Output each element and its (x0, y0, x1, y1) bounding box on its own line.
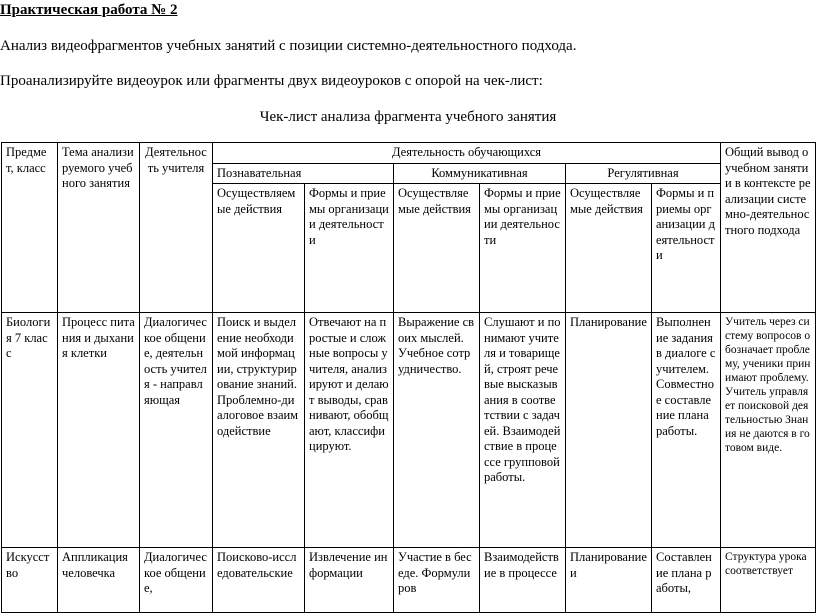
instruction-paragraph: Проанализируйте видеоурок или фрагменты двух видеоуроков с опорой на чек-лист: (0, 73, 543, 89)
header-reg-actions: Осуществляемые действия (566, 184, 652, 313)
intro-paragraph: Анализ видеофрагментов учебных занятий с позиции системно-деятельностного подхода. (0, 38, 577, 54)
row-teacher: Диалогическое общение, деятельность учителя - направляющая (140, 313, 213, 548)
row-conclusion: Структура урока соответствует (721, 548, 816, 613)
row-reg-actions: Планирование и (566, 548, 652, 613)
row-cog-forms: Извлечение информации (305, 548, 394, 613)
header-cog-actions: Осуществляемые действия (213, 184, 305, 313)
row-reg-actions: Планирование (566, 313, 652, 548)
row-topic: Процесс питания и дыхания клетки (58, 313, 140, 548)
header-group-communicative: Коммуникативная (394, 163, 566, 184)
row-subject: Искусство (2, 548, 58, 613)
table-row (2, 548, 816, 613)
header-group-regulatory: Регулятивная (566, 163, 721, 184)
header-topic: Тема анализируемого учебного занятия (58, 143, 140, 313)
row-com-actions: Участие в беседе. Формулиров (394, 548, 480, 613)
header-com-actions: Осуществляемые действия (394, 184, 480, 313)
row-com-forms: Взаимодействие в процессе (480, 548, 566, 613)
document-heading: Практическая работа № 2 (0, 2, 178, 18)
header-cog-forms: Формы и приемы организации деятельности (305, 184, 394, 313)
header-group-cognitive: Познавательная (213, 163, 394, 184)
header-com-forms: Формы и приемы организации деятельности (480, 184, 566, 313)
row-teacher: Диалогическое общение, (140, 548, 213, 613)
row-reg-forms: Выполнение задания в диалоге с учителем. Совместное составление плана работы. (652, 313, 721, 548)
header-students: Деятельность обучающихся (213, 143, 721, 164)
row-conclusion: Учитель через систему вопросов обозначает проблему, ученики принимают проблему. Учитель управляет поисковой деятельностью Знания не даются в готовом виде. (721, 313, 816, 548)
row-com-forms: Слушают и понимают учителя и товарищей, строят речевые высказывания в соответствии с задачей. Взаимодействие в процессе групповой работы. (480, 313, 566, 548)
row-cog-actions: Поиск и выделение необходимой информации, структурирование знаний. Проблемно-диалоговое взаимодействие (213, 313, 305, 548)
header-row (2, 143, 816, 164)
table-caption: Чек-лист анализа фрагмента учебного занятия (259, 109, 557, 125)
row-cog-actions: Поисково-исследовательские (213, 548, 305, 613)
header-teacher: Деятельность учителя (140, 143, 213, 313)
table-row (2, 313, 816, 548)
row-topic: Аппликация человечка (58, 548, 140, 613)
row-subject: Биология 7 класс (2, 313, 58, 548)
row-reg-forms: Составление плана работы, (652, 548, 721, 613)
header-subject: Предмет, класс (2, 143, 58, 313)
row-com-actions: Выражение своих мыслей. Учебное сотрудничество. (394, 313, 480, 548)
header-conclusion: Общий вывод о учебном занятии в контексте реализации системно-деятельностного подхода (721, 143, 816, 313)
row-cog-forms: Отвечают на простые и сложные вопросы учителя, анализируют и делают выводы, сравнивают, обобщают, классифицируют. (305, 313, 394, 548)
header-reg-forms: Формы и приемы организации деятельности (652, 184, 721, 313)
checklist-table (1, 142, 816, 613)
